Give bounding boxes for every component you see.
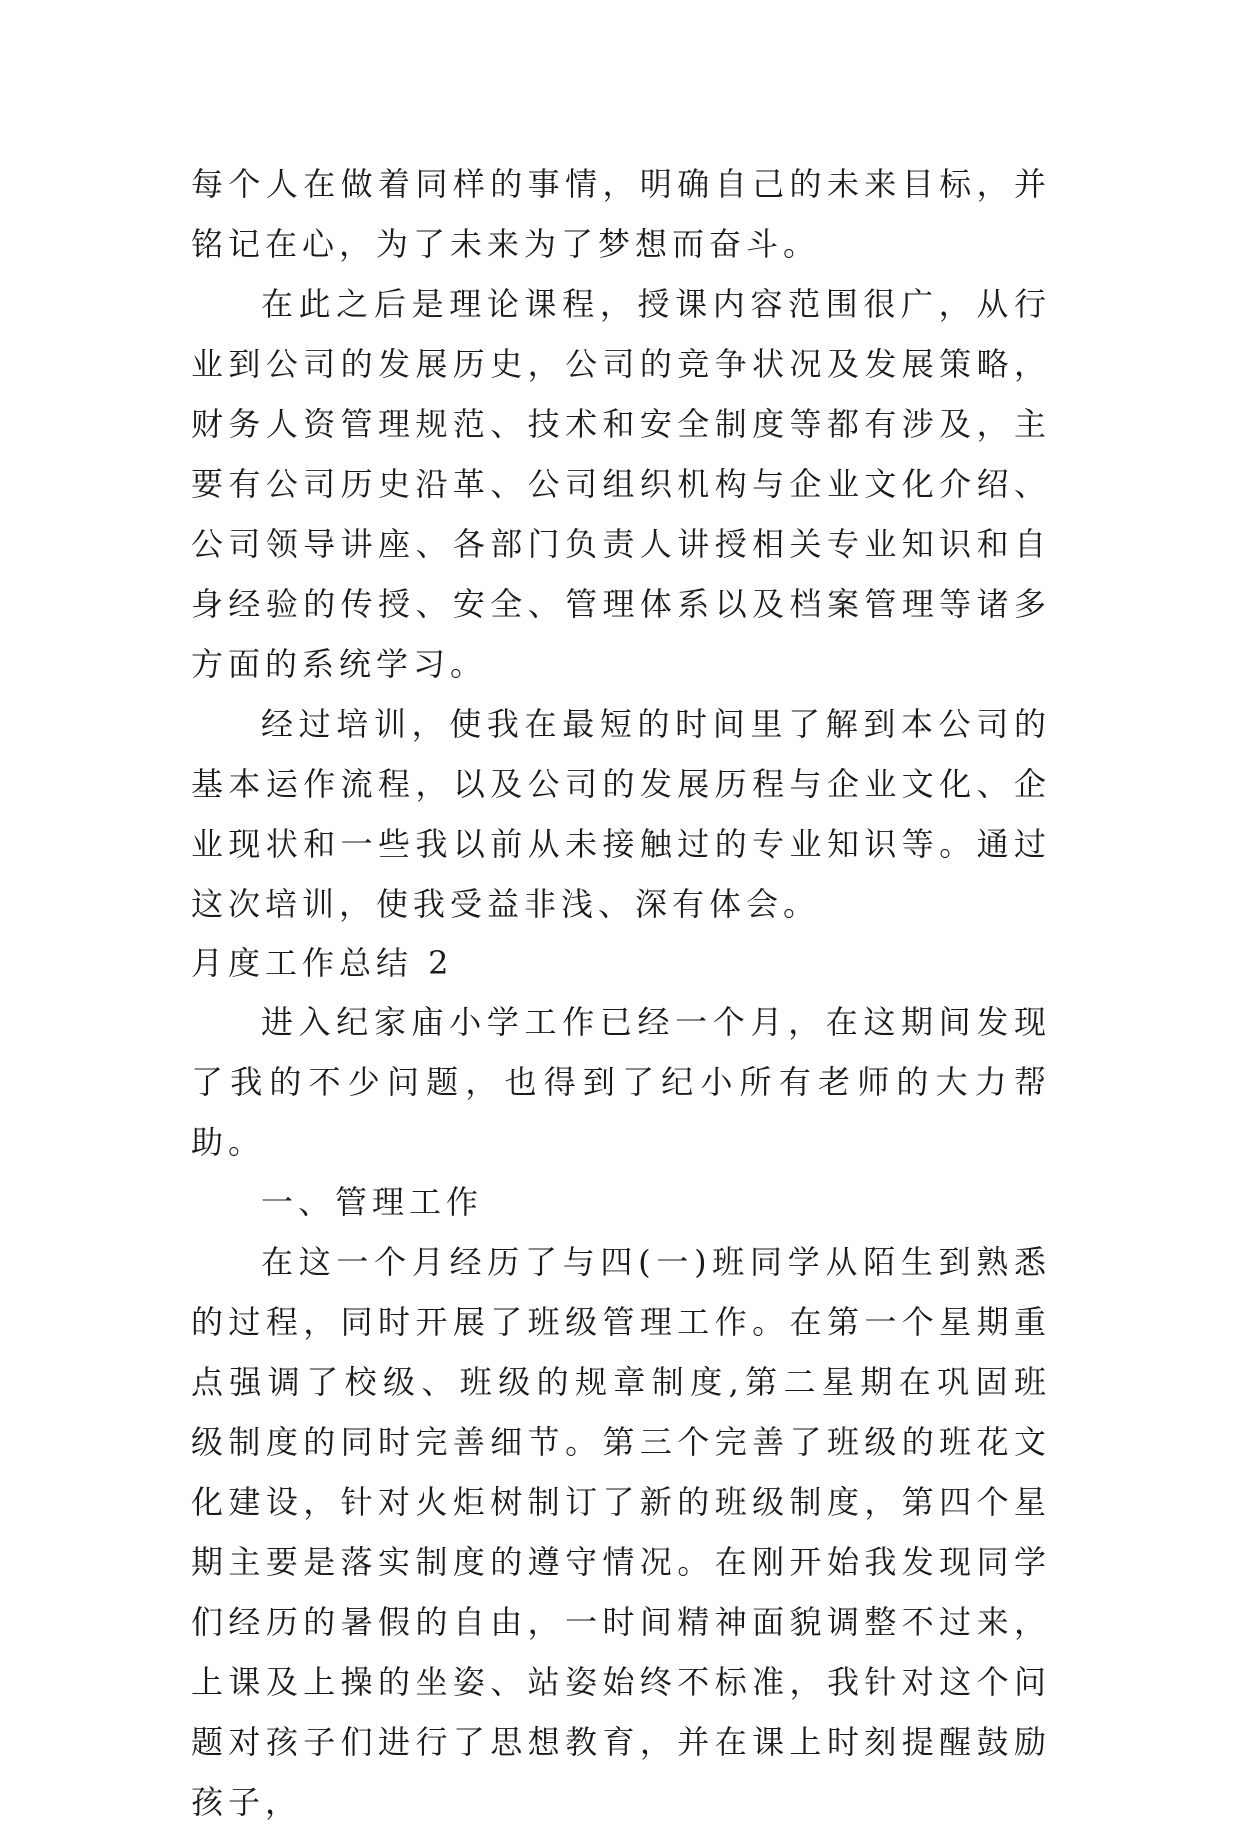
document-body: [191, 154, 1051, 1832]
paragraph-continuation: 每个人在做着同样的事情，明确自己的未来目标，并铭记在心，为了未来为了梦想而奋斗。: [191, 165, 1051, 263]
paragraph-intro: 进入纪家庙小学工作已经一个月，在这期间发现了我的不少问题，也得到了纪小所有老师的大力帮助。: [191, 1003, 1051, 1161]
paragraph-training-result: 经过培训，使我在最短的时间里了解到本公司的基本运作流程，以及公司的发展历程与企业文化、企业现状和一些我以前从未接触过的专业知识等。通过这次培训，使我受益非浅、深有体会。: [191, 705, 1051, 923]
subheading-management: 一、管理工作: [261, 1183, 484, 1221]
section-title: 月度工作总结 2: [191, 944, 454, 982]
paragraph-management-details: 在这一个月经历了与四(一)班同学从陌生到熟悉的过程，同时开展了班级管理工作。在第一个星期重点强调了校级、班级的规章制度,第二星期在巩固班级制度的同时完善细节。第三个完善了班级的班花文化建设，针对火炬树制订了新的班级制度，第四个星期主要是落实制度的遵守情况。在刚开始我发现同学们经历的暑假的自由，一时间精神面貌调整不过来，上课及上操的坐姿、站姿始终不标准，我针对这个问题对孩子们进行了思想教育，并在课上时刻提醒鼓励孩子，: [191, 1243, 1051, 1821]
paragraph-theory-courses: 在此之后是理论课程，授课内容范围很广，从行业到公司的发展历史，公司的竞争状况及发展策略，财务人资管理规范、技术和安全制度等都有涉及，主要有公司历史沿革、公司组织机构与企业文化介绍、公司领导讲座、各部门负责人讲授相关专业知识和自身经验的传授、安全、管理体系以及档案管理等诸多方面的系统学习。: [191, 285, 1051, 683]
